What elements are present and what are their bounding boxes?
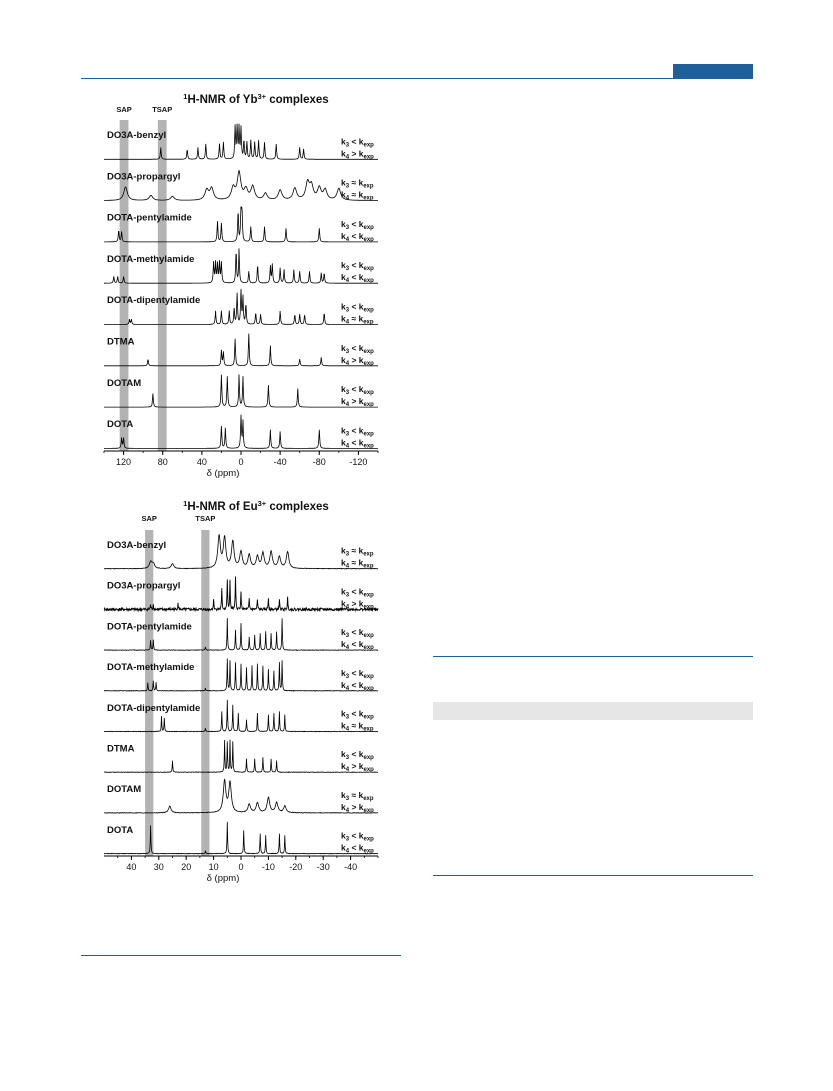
k3-relation: $k_3 < k_{exp}$ — [341, 830, 374, 843]
k4-relation: $k_4 \approx k_{exp}$ — [341, 557, 374, 570]
k3-relation: $k_3 < k_{exp}$ — [341, 667, 374, 680]
x-tick-label: 40 — [196, 457, 207, 467]
x-tick-label: -120 — [349, 457, 368, 467]
k4-relation: $k_4 > k_{exp}$ — [341, 598, 374, 611]
x-tick-label: 0 — [238, 457, 244, 467]
compound-label: DOTA-methylamide — [107, 662, 195, 674]
k4-relation: $k_4 < k_{exp}$ — [341, 437, 374, 450]
x-tick-label: 30 — [153, 862, 164, 872]
compound-label: DOTA-methylamide — [107, 253, 195, 265]
k4-relation: $k_4 < k_{exp}$ — [341, 679, 374, 692]
k4-relation: $k_4 > k_{exp}$ — [341, 801, 374, 814]
x-tick-label: -80 — [312, 457, 326, 467]
compound-label: DTMA — [107, 336, 135, 348]
compound-label: DOTA — [107, 824, 134, 836]
chart-title: $^1$H-NMR of $Eu^{3+}$ complexes — [183, 499, 329, 513]
k3-relation: $k_3 \approx k_{exp}$ — [341, 789, 374, 802]
x-tick-label: 0 — [238, 862, 244, 872]
region-label-tsap: TSAP — [152, 105, 173, 114]
chart-title: $^1$H-NMR of $Yb^{3+}$ complexes — [183, 92, 329, 106]
k3-relation: $k_3 < k_{exp}$ — [341, 425, 374, 438]
k3-relation: $k_3 < k_{exp}$ — [341, 260, 374, 273]
region-band-tsap — [158, 120, 167, 451]
k4-relation: $k_4 < k_{exp}$ — [341, 272, 374, 285]
x-tick-label: 20 — [181, 862, 192, 872]
x-tick-label: 80 — [157, 457, 168, 467]
compound-label: DOTAM — [107, 784, 142, 796]
x-tick-label: -40 — [273, 457, 287, 467]
spectrum-dtma — [104, 334, 378, 366]
x-tick-label: -30 — [316, 862, 330, 872]
k3-relation: $k_3 < k_{exp}$ — [341, 301, 374, 314]
compound-label: DOTAM — [107, 377, 142, 389]
k4-relation: $k_4 < k_{exp}$ — [341, 842, 374, 855]
compound-label: DOTA-pentylamide — [107, 621, 192, 633]
x-tick-label: -20 — [289, 862, 303, 872]
compound-label: DO3A-benzyl — [107, 130, 167, 141]
k3-relation: $k_3 < k_{exp}$ — [341, 136, 374, 149]
compound-label: DTMA — [107, 743, 135, 755]
k4-relation: $k_4 < k_{exp}$ — [341, 639, 374, 652]
compound-label: DOTA-dipentylamide — [107, 702, 201, 714]
k4-relation: $k_4 > k_{exp}$ — [341, 396, 374, 409]
k3-relation: $k_3 < k_{exp}$ — [341, 342, 374, 355]
k4-relation: $k_4 > k_{exp}$ — [341, 148, 374, 161]
x-axis-label: δ (ppm) — [206, 468, 240, 479]
k3-relation: $k_3 \approx k_{exp}$ — [341, 545, 374, 558]
k4-relation: $k_4 < k_{exp}$ — [341, 230, 374, 243]
x-tick-label: 10 — [208, 862, 219, 872]
compound-label: DOTA-pentylamide — [107, 212, 192, 224]
k3-relation: $k_3 \approx k_{exp}$ — [341, 177, 374, 190]
k4-relation: $k_4 > k_{exp}$ — [341, 354, 374, 367]
region-band-sap — [145, 530, 153, 856]
k3-relation: $k_3 < k_{exp}$ — [341, 749, 374, 762]
spectrum-dotam — [104, 374, 378, 407]
x-axis-label: δ (ppm) — [206, 873, 240, 884]
region-label-tsap: TSAP — [195, 514, 216, 523]
compound-label: DO3A-benzyl — [107, 540, 167, 551]
k3-relation: $k_3 < k_{exp}$ — [341, 586, 374, 599]
k4-relation: $k_4 \approx k_{exp}$ — [341, 720, 374, 733]
x-tick-label: -40 — [344, 862, 358, 872]
spectrum-dota — [104, 415, 378, 449]
x-tick-label: 120 — [116, 457, 132, 467]
region-band-tsap — [201, 530, 209, 856]
k3-relation: $k_3 < k_{exp}$ — [341, 708, 374, 721]
region-band-sap — [120, 120, 129, 451]
k3-relation: $k_3 < k_{exp}$ — [341, 384, 374, 397]
x-tick-label: 40 — [126, 862, 137, 872]
x-tick-label: -10 — [261, 862, 275, 872]
chart-eu — [104, 499, 378, 884]
region-label-sap: SAP — [116, 105, 132, 114]
region-label-sap: SAP — [141, 514, 157, 523]
k4-relation: $k_4 > k_{exp}$ — [341, 761, 374, 774]
k4-relation: $k_4 \approx k_{exp}$ — [341, 313, 374, 326]
compound-label: DO3A-propargyl — [107, 580, 181, 592]
chart-yb — [104, 92, 378, 479]
compound-label: DOTA — [107, 419, 134, 431]
k4-relation: $k_4 \approx k_{exp}$ — [341, 189, 374, 202]
compound-label: DO3A-propargyl — [107, 171, 181, 183]
k3-relation: $k_3 < k_{exp}$ — [341, 218, 374, 231]
k3-relation: $k_3 < k_{exp}$ — [341, 627, 374, 640]
compound-label: DOTA-dipentylamide — [107, 295, 201, 307]
